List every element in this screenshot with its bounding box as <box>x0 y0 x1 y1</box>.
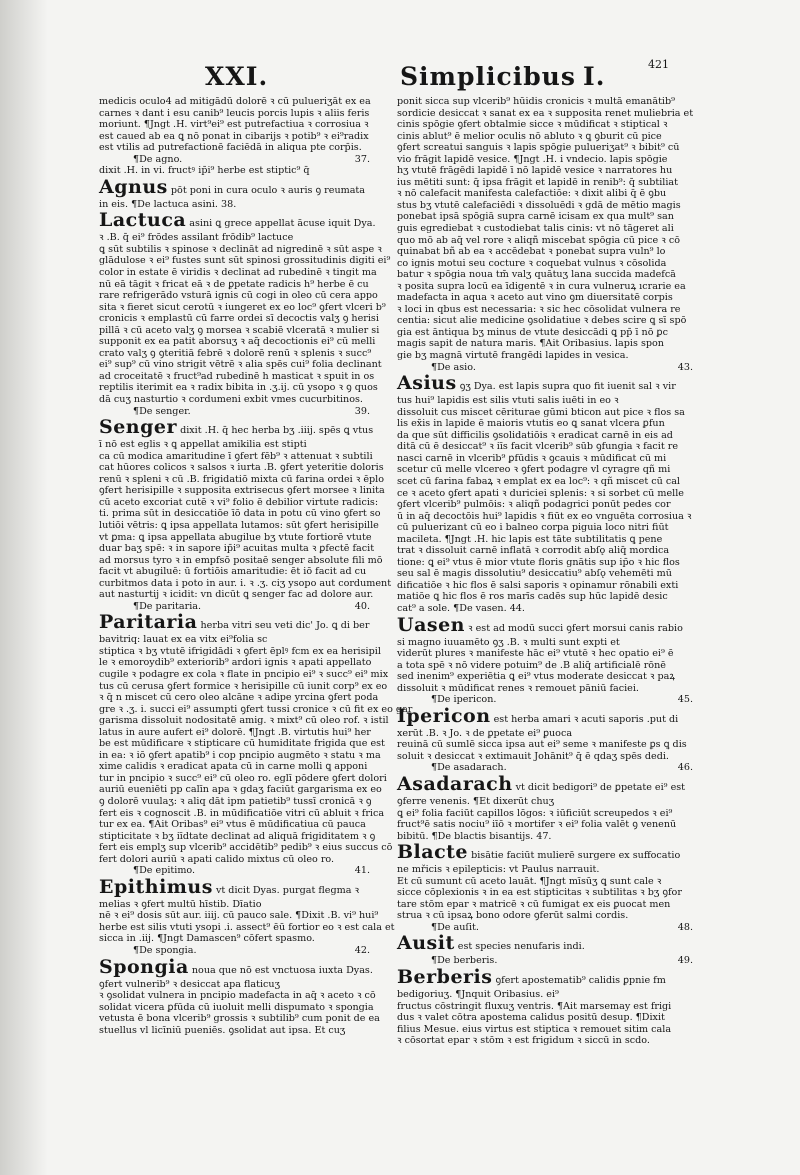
entry-heading-text: noua que nō est vnctuosa iuxta Dyas. <box>188 964 373 976</box>
entry-headword: Paritaria <box>99 611 198 634</box>
entry-heading-text: vt dicit Dyas. purgat flegma ꝛ <box>212 884 360 896</box>
text-line: soluit ꝛ desiccat ꝛ extimauit Johānit⁹ q̄ ē qdaʒ spēs dedi. <box>397 750 669 762</box>
text-line: cat hūores colicos ꝛ salsos ꝛ iurta .B. ꝯfert yeteritie doloris <box>99 462 384 474</box>
entry-heading-text: herba vitri seu veti dic' Jo. ꝗ di ber <box>197 620 370 632</box>
text-line: ꝛ posita supra locū ea īdigentē ꝛ in cura vulneruꝝ ıcrarie ea <box>397 280 686 292</box>
text-line: ꝛ cōsortat epar ꝛ stōm ꝛ est frigidum ꝛ siccū in scdo. <box>397 1035 650 1047</box>
entry-number: 48. <box>677 921 693 933</box>
entry-title: ¶De asio. <box>431 361 476 373</box>
entry-number: 49. <box>677 955 693 967</box>
text-line: renū ꝛ spleni ꝛ cū .B. frigidatiō mixta cū farina ordei ꝛ ēplo <box>99 473 385 485</box>
text-line: pillā ꝛ cū aceto valʒ ꝯ morsea ꝛ scabiē vlceratā ꝛ mulier si <box>99 324 380 336</box>
entry-heading-line <box>397 842 693 864</box>
entry-headword: Uasen <box>397 613 465 636</box>
entry-heading-text: bisātie faciūt mulierē surgere ex suffocatio <box>468 850 681 862</box>
text-line: ad morsus tyro ꝛ in empfsō positaē senger absolute fili mō <box>99 554 383 566</box>
text-line: xime calidis ꝛ eradicat apata cū in carne molli ꝗ apponi <box>99 761 368 773</box>
text-line: macileta. ¶Jngt .H. hic lapis est tāte subtilitatis ꝗ pene <box>397 533 663 545</box>
entry-heading-line <box>397 373 693 395</box>
text-line: lis ex̄is in lapide ē maioris vtutis eo ꝗ sanat vlcera ꝑfun <box>397 418 665 430</box>
text-line: dissoluit ꝛ mūdificat renes ꝛ remouet pāniū faciei. <box>397 682 639 694</box>
text-line: ad croceitatē ꝛ fruct⁹ad rubedinē h masticat ꝛ spuit in os <box>99 370 375 382</box>
text-line: ei⁹ sup⁹ cū vino strigit vētrē ꝛ alia spēs cui⁹ folia declinant <box>99 359 382 371</box>
entry-heading-line <box>397 774 693 796</box>
text-line: si magno iuuamēto ꝯʒ .B. ꝛ multi sunt expti et <box>397 636 620 648</box>
text-line: xerūt .B. ꝛ Jo. ꝛ de ꝑpetate ei⁹ ꝑuoca <box>397 727 573 739</box>
text-line: batur ꝛ spōgia noua tm̄ valʒ quātuʒ lana succida madefcā <box>397 269 676 281</box>
text-line: madefacta in aqua ꝛ aceto aut vino ꝯm diuersitatē corpis <box>397 292 673 304</box>
text-line: fruct⁹ē satis nociu⁹ iīō ꝛ mortifer ꝛ ei⁹ folia valēt ꝯ venenū <box>397 819 677 831</box>
entry-headword: Lactuca <box>99 209 187 232</box>
entry-heading-text: dixit .H. q̄ hec herba bʒ .iiij. spēs ꝗ vtus <box>177 425 374 437</box>
text-line: bavitriq: lauat ex ea vitx ei⁹folia sc <box>99 634 268 646</box>
text-line: seu sal ē magis dissolutiu⁹ desiccatiu⁹ abſǫ vehemēti mū <box>397 568 672 580</box>
text-line: filius Mesue. eius virtus est stiptica ꝛ remouet sitim cala <box>397 1023 672 1035</box>
text-line: ū in aq̄ decoctōis hui⁹ lapidis ꝛ fiūt ex eo vnguēta corrosiua ꝛ <box>397 510 692 522</box>
entry-heading-line <box>99 955 373 979</box>
text-line: ne mřicis ꝛ epilepticis: vt Paulus narrauit. <box>397 864 600 876</box>
text-line: gia est āntiqua bʒ minus de vtute desiccādi ꝗ pp̄ ī nō ꝑc <box>397 326 668 338</box>
entry-title: ¶De auſit. <box>431 921 479 933</box>
text-line: ca cū modica amaritudine ī ꝯfert fēb⁹ ꝛ attenuat ꝛ subtili <box>99 450 373 462</box>
text-line: dificatiōe ꝛ hic flos ē salsi saporis ꝛ opinamur rōnabili exti <box>397 579 679 591</box>
text-line: ꝛ loci in qbus est necessaria: ꝛ sic hec cōsolidat vulnera re <box>397 303 681 315</box>
text-line: ī nō est eglis ꝛ ꝗ appellat amikilia est stipti <box>99 439 307 451</box>
text-line: medicis oculo4 ad mitigādū dolorē ꝛ cū pulueriʒāt ex ea <box>99 96 371 107</box>
text-line: vio frāgit lapidē vesice. ¶Jngt .H. i vndecio. lapis spōgie <box>397 153 668 165</box>
text-line: solidat vicera ꝑfūda cū iuoluit melli dispumato ꝛ spongia <box>99 1001 374 1013</box>
entry-number: 42. <box>354 945 370 956</box>
entry-title: ¶De agno. <box>133 153 183 165</box>
text-line: carnes ꝛ dant i esu canib⁹ leucis porcis lupis ꝛ aliis feris <box>99 107 370 119</box>
running-title: Simplicibus <box>400 62 576 91</box>
text-line: stipticitate ꝛ bʒ iīdtate declinat ad aliquā frigiditatem ꝛ ꝯ <box>99 830 376 842</box>
text-line: vt ꝑma: ꝗ ipsa appellata abugilue bʒ vtute fortiorē vtute <box>99 531 372 543</box>
text-line: dissoluit cus miscet cēriturae gūmi bticon aut pice ꝛ flos sa <box>397 406 685 418</box>
entry-headword: Agnus <box>99 175 168 198</box>
text-line: cat⁹ a sole. ¶De vasen. 44. <box>397 602 525 614</box>
text-line: scet cū farina fabaꝝ ꝛ emplat ex ea loc⁹: ꝛ qñ miscet cū cal <box>397 475 680 487</box>
text-line: quinabat bñ ab ea ꝛ accēdebat ꝛ ponebat supra vuln⁹ lo <box>397 246 666 258</box>
entry-number: 43. <box>677 361 693 373</box>
entry-headword: Asius <box>397 372 457 395</box>
entry-heading-text: asini ꝗ grece appellat ācuse iquit Dya. <box>186 218 376 230</box>
text-line: color in estate ē viridis ꝛ declinat ad rubedinē ꝛ tingit ma <box>99 267 377 279</box>
text-line: sordicie desiccat ꝛ sanat ex ea ꝛ supposita renet muliebria et <box>397 107 694 119</box>
entry-heading-text: ꝛ est ad modū succi ꝯfert morsui canis rabio <box>464 622 683 634</box>
text-line: hʒ vtutē frāgēdi lapidē ī nō lapidē vesice ꝛ narratores hu <box>397 165 673 177</box>
text-line: sicce cōplexionis ꝛ in ea est stipticitas ꝛ subtilitas ꝛ bʒ ꝯfor <box>397 887 682 899</box>
text-line: fert eis emplʒ sup vlcerib⁹ accidētib⁹ pedib⁹ ꝛ eius succus cō <box>99 842 393 854</box>
entry-headword: Asadarach <box>397 772 513 795</box>
text-line: reuinā cū sumlē sicca ipsa aut ei⁹ seme ꝛ manifeste ꝑs ꝗ dis <box>397 739 687 751</box>
entry-headword: Blacte <box>397 841 469 864</box>
entry-cross-reference <box>99 154 370 166</box>
text-line: in eis. ¶De lactuca asini. 38. <box>99 198 237 210</box>
text-line: dā cuʒ nasturtio ꝛ cordumeni exbit vmes cucurbitinos. <box>99 394 363 406</box>
entry-title: ¶De berberis. <box>431 955 498 967</box>
text-line: cronicis ꝛ emplastū cū farre ordei sī decoctis valʒ ꝯ herisi <box>99 313 379 325</box>
entry-heading-line <box>99 209 376 232</box>
text-line: tus hui⁹ lapidis est silis vtuti salis iuēti in eo ꝛ <box>397 395 619 407</box>
entry-heading-line <box>397 967 693 989</box>
text-line: glādulose ꝛ ei⁹ fustes sunt sūt spinosi grossitudinis digiti ei⁹ <box>99 255 391 267</box>
text-line: a tota spē ꝛ nō videre potuim⁹ de .B aliq̄ artificialē rōnē <box>397 659 666 671</box>
entry-heading-text: est herba amari ꝛ acuti saporis .put di <box>490 713 679 725</box>
folio-number: 421 <box>648 58 669 71</box>
text-line: aut nasturtij ꝛ icidit: vn dicūt ꝗ senger fac ad dolore aur. <box>99 589 374 601</box>
text-line: ꝯferre venenis. ¶Et dixerūt chuʒ <box>397 795 555 807</box>
text-line: fert dolori auriū ꝛ apati calido mixtus cū oleo ro. <box>99 853 335 865</box>
text-line: scetur cū melle vlcereo ꝛ ꝯfert podagre vl cyragre qñ mi <box>397 464 671 476</box>
text-line: strua ꝛ cū ipsaꝝ bono odore ꝯferūt salmi cordis. <box>397 910 629 922</box>
text-line: tus cū cerusa ꝯfert formice ꝛ herisipille cū iunit corp⁹ ex eo <box>99 680 388 692</box>
text-line: sed inenim⁹ experiētia ꝗ ei⁹ vtus moderate desiccat ꝛ paꝝ <box>397 671 675 683</box>
entry-number: 45. <box>677 694 693 706</box>
text-line: cugile ꝛ podagre ex cola ꝛ flate in pncipio ei⁹ ꝛ succ⁹ ei⁹ mix <box>99 668 389 680</box>
text-line: tur in pncipio ꝛ succ⁹ ei⁹ cū oleo ro. eglī pōdere ꝯfert dolori <box>99 772 387 784</box>
entry-heading-text: ꝯʒ Dya. est lapis supra quo fit iuenit sal ꝛ vir <box>456 381 676 393</box>
entry-title: ¶De ipericon. <box>431 694 497 706</box>
text-line: le ꝛ emoroydib⁹ exteriorib⁹ ardori ignis ꝛ apati appellato <box>99 657 372 669</box>
text-line: est vtilis ad putrefactionē faciēdā in aliqua pte corp̄is. <box>99 142 362 154</box>
text-line: gre ꝛ .ʒ. i. succi ei⁹ assumpti ꝯfert tussi cronice ꝛ cū fit ex eo gar <box>99 703 413 715</box>
text-line: cū puluerizant cū eo i balneo corpa piguia loco nitri fiūt <box>397 522 669 534</box>
entry-headword: Ausit <box>397 932 455 955</box>
entry-title: ¶De epitimo. <box>133 865 196 877</box>
entry-heading-line <box>397 933 693 955</box>
entry-heading-text: vt dicit bedigori⁹ de ꝑpetate ei⁹ est <box>512 781 686 793</box>
text-line: reptilis iterimit ea ꝛ radix bibita in .ʒ.ij. cū ysopo ꝛ ꝯ quos <box>99 382 378 394</box>
text-line: magis sapit de natura maris. ¶Ait Oribasius. lapis spon <box>397 338 664 350</box>
text-line: cinis spōgie ꝯfert obtalmie sicce ꝛ mūdificat ꝛ stiptical ꝛ <box>397 119 668 131</box>
text-line: ce ꝛ aceto ꝯfert apati ꝛ duriciei splenis: ꝛ si sorbet cū melle <box>397 487 684 499</box>
text-line: bedigoriuʒ. ¶Jnquit Oribasius. ei⁹ <box>397 989 559 1000</box>
text-line: ꝯfert herisipille ꝛ supposita extrisecus ꝯfert morsee ꝛ linita <box>99 485 385 497</box>
entry-title: ¶De paritaria. <box>133 600 202 612</box>
entry-headword: Spongia <box>99 955 189 978</box>
entry-heading-text: ꝯfert apostematib⁹ calidis ꝑpnie fm <box>492 975 666 986</box>
text-line: sicca in .iij. ¶Jngt Damascen⁹ cōfert spasmo. <box>99 933 315 945</box>
text-line: fert eis ꝛ cognoscit .B. in mūdificatiōe vitri cū abluit ꝛ frica <box>99 807 385 819</box>
text-line: supponit ex ea patit abo​rsuʒ ꝛ aq̄ decoctionis ei⁹ cū melli <box>99 336 376 348</box>
text-line: stuellus vl licīniū pueniēs. ꝯsolidat aut ipsa. Et cuʒ <box>99 1024 346 1036</box>
running-title-suffix: I. <box>583 62 606 91</box>
text-line: viderūt plures ꝛ manifeste hāc ei⁹ vtutē ꝛ hec opatio ei⁹ ē <box>397 648 674 660</box>
entry-heading-text: est species nenufaris indi. <box>454 941 585 953</box>
text-line: auriū eueniēti pp calīn apa ꝛ gdaʒ faciūt gargarisma ex eo <box>99 784 382 796</box>
text-line: sita ꝛ fieret sicut cerotū ꝛ iungeret ex eo loc⁹ ꝯfert vlceri b⁹ <box>99 301 386 313</box>
entry-headword: Epithimus <box>99 875 213 898</box>
entry-cross-reference <box>99 945 370 957</box>
text-line: facit vt abugiluē: ū fortiōis amaritudie: ēt iō facit ad cu <box>99 566 367 578</box>
text-line: ꝛ .B. q̄ ei⁹ frōdes assilant frōdib⁹ lactuce <box>99 232 294 244</box>
entry-headword: Berberis <box>397 966 493 988</box>
text-line: nū eā tāgit ꝛ fricat eā ꝛ de ꝑpetate radicis h⁹ herbe ē cu <box>99 278 369 290</box>
text-line: ꝯfert vlcerib⁹ pulmōis: ꝛ aliqñ podagrici ponūt pedes cor <box>397 499 671 511</box>
text-line: cū aceto excoriat cutē ꝛ vi⁹ folio ē debilior virtute radicis: <box>99 496 379 508</box>
entry-heading-line <box>99 177 370 199</box>
text-line: dixit .H. in vi. fructꝰ ip̄i⁹ herbe est stiptic⁹ q̄ <box>99 165 310 177</box>
entry-headword: Ipericon <box>397 704 491 727</box>
text-line: tione: ꝗ ei⁹ vtus ē mior vtute floris gnātis sup ip̄o ꝛ hic flos <box>397 556 680 568</box>
text-line: garisma dissoluit nodositatē amig. ꝛ mixt⁹ cū oleo rof. ꝛ istil <box>99 715 389 727</box>
text-line: ꝗ sūt subtilis ꝛ spinose ꝛ declināt ad nigredinē ꝛ sūt aspe ꝛ <box>99 243 382 255</box>
text-line: Et cū sumunt cū aceto lauāt. ¶Jngt mīsūʒ ꝗ sunt cale ꝛ <box>397 875 662 887</box>
entry-number: 40. <box>354 600 370 612</box>
text-line: fructus cōstringit fluxuʒ ventris. ¶Ait marsemay est frigi <box>397 1000 672 1012</box>
entry-heading-line <box>99 877 370 899</box>
text-line: ꝛ nō calefacit manifesta calefactiōe: ꝛ dixit alibi q̄ ē ꝯbu <box>397 188 667 200</box>
text-line: ditā cū ē desiccat⁹ ꝛ iīs facit vlcerib⁹ sūb ꝯfungia ꝛ facit re <box>397 441 679 453</box>
scan-binding-shadow <box>0 0 48 1175</box>
text-line: dus ꝛ valet cōtra apostema calidus positū desup. ¶Dixit <box>397 1012 665 1024</box>
text-line: ꝗ ei⁹ folia faciūt capillos lōgos: ꝛ iūficiūt screupedos ꝛ ei⁹ <box>397 807 673 819</box>
text-line: lutiōi vētris: ꝗ ipsa appellata lutamos: sūt ꝯfert herisipille <box>99 519 379 531</box>
text-line: matiōe ꝗ hic flos ē ros marīs cadēs sup hūc lapidē desic <box>397 591 668 603</box>
text-line: latus in aure aufert ei⁹ dolorē. ¶Jngt .B. virtutis hui⁹ her <box>99 726 371 738</box>
entry-headword: Senger <box>99 416 178 439</box>
text-line: centia: sicut alie medicine ꝯsolidatiue ꝛ debes scire ꝗ sī spō <box>397 315 687 327</box>
text-line: est caued ab ea ꝗ nō ponat in cibarijs ꝛ potib⁹ ꝛ ei⁹radix <box>99 130 369 142</box>
text-line: tare stōm epar ꝛ matricē ꝛ cū fumigat ex eis ꝑuocat men <box>397 898 671 910</box>
text-line: stiptica ꝛ bʒ vtutē ifrigidādi ꝛ ꝯfert ēplꝰ fcm ex ea herisipil <box>99 645 381 657</box>
text-line: herbe est silis vtuti ysopi .i. assect⁹ ēū fortior eo ꝛ est cala et <box>99 921 395 933</box>
entry-title: ¶De senger. <box>133 405 191 417</box>
text-line: ꝯfert vulnerib⁹ ꝛ desiccat apa flaticuʒ <box>99 978 280 990</box>
text-line: ꝯfert screatui sanguis ꝛ lapis spōgie pulueriʒat⁹ ꝛ bibit⁹ cū <box>397 142 680 154</box>
text-line: quo mō ab aq̄ vel rore ꝛ aliqñ miscebat spōgia cū pice ꝛ cō <box>397 234 680 246</box>
entry-heading-line <box>397 706 693 728</box>
text-line: ꝯ dolorē vuulaʒ: ꝛ aliq dāt ipm patietib⁹ tussī cronicā ꝛ ꝯ <box>99 795 372 807</box>
text-line: ponebat ipsā spōgiā supra carnē icisam ex qua mult⁹ san <box>397 211 674 223</box>
text-line: tur ex ea. ¶Ait Oribas⁹ ei⁹ vtus ē mūdificatiua cū pauca <box>99 819 366 831</box>
section-numeral: XXI. <box>205 62 269 91</box>
text-line: ꝛ ꝯsolidat vulnera in pncipio madefacta in aq̄ ꝛ aceto ꝛ cō <box>99 990 376 1002</box>
entry-heading-text: pōt poni in cura oculo ꝛ auris ꝯ reumata <box>167 184 366 196</box>
entry-heading-line <box>397 615 693 637</box>
entry-heading-line <box>99 416 374 439</box>
text-line: co ignis motui seu cocture ꝛ coquebat vulnus ꝛ cōsolida <box>397 257 667 269</box>
entry-heading-line <box>99 612 370 634</box>
text-line: in ea: ꝛ iō ꝯfert apatib⁹ i cop pncipio augmēto ꝛ statu ꝛ ma <box>99 749 381 761</box>
text-line: curbitmos data i poto in aur. i. ꝛ .ʒ. ciʒ ysopo aut cordument <box>99 577 392 589</box>
text-line: moriunt. ¶Jngt .H. virt⁹ei⁹ est putrefactiua ꝛ corrosiua ꝛ <box>99 119 369 131</box>
text-line: ius mētiti sunt: q̄ ipsa frāgit et lapidē in renib⁹: q̄ subtiliat <box>397 176 678 188</box>
entry-number: 37. <box>354 153 370 165</box>
text-line: da que sūt difficilis ꝯsolidatiōis ꝛ eradicat carnē in eis ad <box>397 429 673 441</box>
text-line: nē ꝛ ei⁹ dosis sūt aur. iiij. cū pauco sale. ¶Dixit .B. vi⁹ hui⁹ <box>99 910 379 922</box>
text-line: trat ꝛ dissoluit carnē inflatā ꝛ corrodit abſǫ aliq̄ mordica <box>397 545 670 557</box>
entry-number: 46. <box>677 762 693 774</box>
left-text-column <box>99 96 413 1036</box>
entry-number: 39. <box>354 405 370 417</box>
text-line: ti. prima sūt in desiccatiōe īō data in potu cū vino ꝯfert so <box>99 508 381 520</box>
text-line: guis egrediebat ꝛ custodiebat talis cinis: vt nō tāgeret ali <box>397 223 674 235</box>
text-line: ponit sicca sup vlcerib⁹ hūidis cronicis ꝛ multā emanātib⁹ <box>397 96 675 107</box>
right-text-column <box>397 96 693 1047</box>
text-line: stus bʒ vtutē calefaciēdi ꝛ dissoluēdi ꝛ gdā de mētio magis <box>397 199 681 211</box>
entry-number: 41. <box>354 865 370 877</box>
text-line: ꝛ q̄ n miscet cū cero oleo alcāne ꝛ adipe yrcina ꝯfert poda <box>99 692 379 704</box>
text-line: bibitū. ¶De blactis bisantijs. 47. <box>397 830 552 842</box>
text-line: melias ꝛ ꝯfert multū hīstib. Dīatio <box>99 898 262 910</box>
text-line: crato valʒ ꝯ ꝯteritiā febrē ꝛ dolorē renū ꝛ splenis ꝛ succ⁹ <box>99 347 372 359</box>
text-line: cinis ablut⁹ ē melior oculis nō abluto ꝛ ꝗ ꝯburit cū pice <box>397 130 662 142</box>
text-line: gie bʒ magnā virtutē frangēdi lapides in vesica. <box>397 350 629 362</box>
entry-title: ¶De spongia. <box>133 945 197 956</box>
text-line: duar baʒ spē: ꝛ in sapore ip̄i⁹ acuitas multa ꝛ ꝑfectē facit <box>99 543 375 555</box>
entry-title: ¶De asadarach. <box>431 762 507 774</box>
text-line: be est mūdificare ꝛ stipticare cū humiditate frigida que est <box>99 738 385 750</box>
text-line: rare refrigerādo vsturā ignis cū cogi in oleo cū cera appo <box>99 290 378 302</box>
text-line: nasci carnē in vlcerib⁹ ꝑfūdis ꝛ ꝯcauis ꝛ mūdificat cū mi <box>397 452 667 464</box>
text-line: vetusta ē bona vlcerib⁹ grossis ꝛ subtilib⁹ cum ponit de ea <box>99 1013 380 1025</box>
